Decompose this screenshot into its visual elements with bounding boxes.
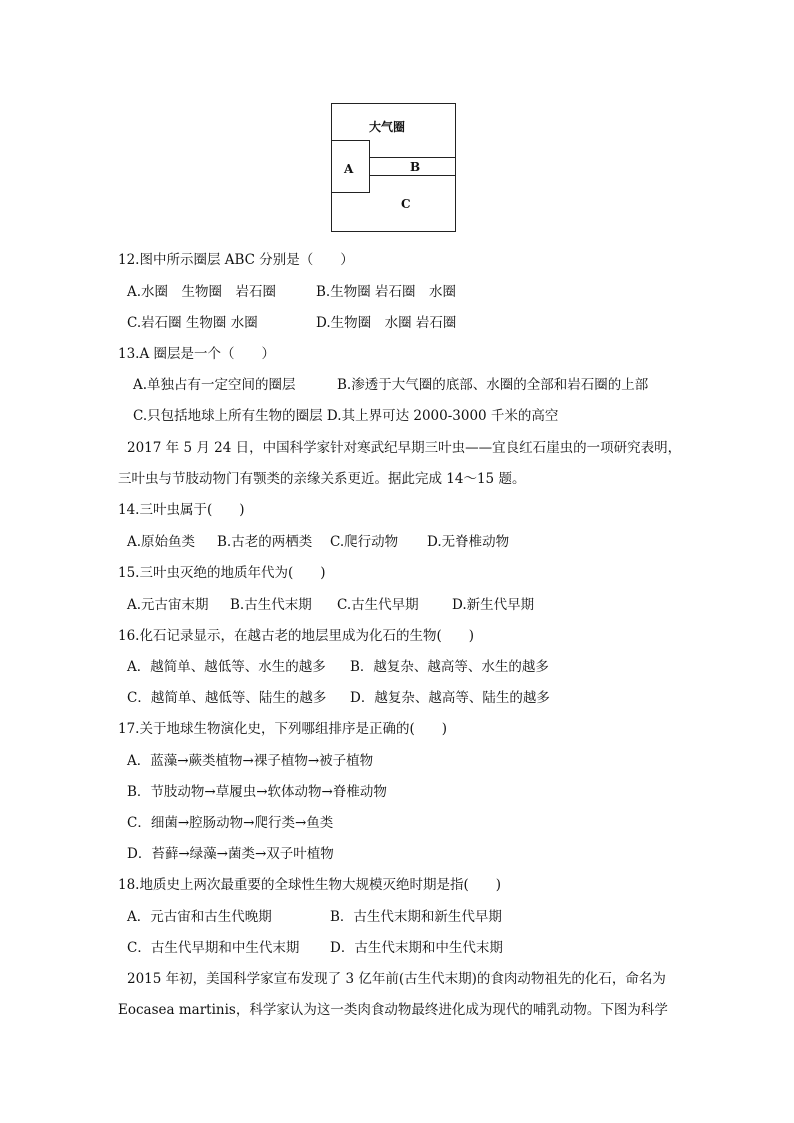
passage-trilobite-line2: 三叶虫与节肢动物门有颚类的亲缘关系更近。据此完成 14～15 题。 — [118, 471, 526, 487]
q14-option-b: B.古老的两栖类 — [217, 534, 313, 550]
q18-option-a: A．元古宙和古生代晚期 — [127, 909, 272, 925]
diagram-label-atmosphere: 大气圈 — [369, 120, 406, 134]
q12-option-a: A.水圈 生物圈 岩石圈 — [127, 284, 277, 300]
q17-option-d: D．苔藓→绿藻→菌类→双子叶植物 — [127, 846, 334, 862]
diagram-label-c: C — [401, 197, 411, 211]
q17-option-c: C．细菌→腔肠动物→爬行类→鱼类 — [127, 815, 334, 831]
question-12: 12.图中所示圈层 ABC 分别是（ ） — [118, 252, 354, 268]
passage-eocasea-line1: 2015 年初，美国科学家宣布发现了 3 亿年前(古生代末期)的食肉动物祖先的化石，命名为 — [127, 971, 666, 987]
question-15: 15.三叶虫灭绝的地质年代为( ) — [118, 565, 326, 581]
question-13: 13.A 圈层是一个（ ） — [118, 346, 276, 362]
diagram-label-a: A — [344, 162, 354, 176]
q15-option-b: B.古生代末期 — [230, 597, 312, 613]
question-14: 14.三叶虫属于( ) — [118, 502, 245, 518]
q14-option-a: A.原始鱼类 — [127, 534, 196, 550]
q15-option-a: A.元古宙末期 — [127, 597, 209, 613]
q17-option-b: B．节肢动物→草履虫→软体动物→脊椎动物 — [127, 784, 387, 800]
q16-option-d: D．越复杂、越高等、陆生的越多 — [350, 690, 550, 706]
question-16: 16.化石记录显示，在越古老的地层里成为化石的生物( ) — [118, 628, 475, 644]
question-17: 17.关于地球生物演化史，下列哪组排序是正确的( ) — [118, 721, 448, 737]
earth-spheres-diagram — [331, 103, 456, 232]
q12-option-d: D.生物圈 水圈 岩石圈 — [316, 315, 457, 331]
passage-eocasea-line2: Eocasea martinis，科学家认为这一类肉食动物最终进化成为现代的哺乳动物。下图为科学 — [118, 1002, 668, 1018]
passage-trilobite-line1: 2017 年 5 月 24 日，中国科学家针对寒武纪早期三叶虫——宜良红石崖虫的一项研究表明， — [127, 440, 682, 456]
q15-option-d: D.新生代早期 — [452, 597, 535, 613]
question-18: 18.地质史上两次最重要的全球性生物大规模灭绝时期是指( ) — [118, 877, 502, 893]
q17-option-a: A．蓝藻→蕨类植物→裸子植物→被子植物 — [127, 753, 374, 769]
q18-option-b: B．古生代末期和新生代早期 — [330, 909, 502, 925]
q15-option-c: C.古生代早期 — [337, 597, 419, 613]
q12-option-c: C.岩石圈 生物圈 水圈 — [127, 315, 258, 331]
q13-options-c-d: C.只包括地球上所有生物的圈层 D.其上界可达 2000-3000 千米的高空 — [133, 408, 559, 424]
q18-option-c: C．古生代早期和中生代末期 — [127, 940, 300, 956]
q12-option-b: B.生物圈 岩石圈 水圈 — [316, 284, 457, 300]
q14-option-c: C.爬行动物 — [330, 534, 399, 550]
q13-option-b: B.渗透于大气圈的底部、水圈的全部和岩石圈的上部 — [337, 377, 649, 393]
diagram-label-b: B — [410, 160, 421, 174]
q14-option-d: D.无脊椎动物 — [427, 534, 510, 550]
q18-option-d: D．古生代末期和中生代末期 — [330, 940, 503, 956]
q16-option-c: C．越简单、越低等、陆生的越多 — [127, 690, 327, 706]
q13-option-a: A.单独占有一定空间的圈层 — [133, 377, 296, 393]
q16-option-a: A．越简单、越低等、水生的越多 — [127, 659, 326, 675]
q16-option-b: B．越复杂、越高等、水生的越多 — [350, 659, 549, 675]
